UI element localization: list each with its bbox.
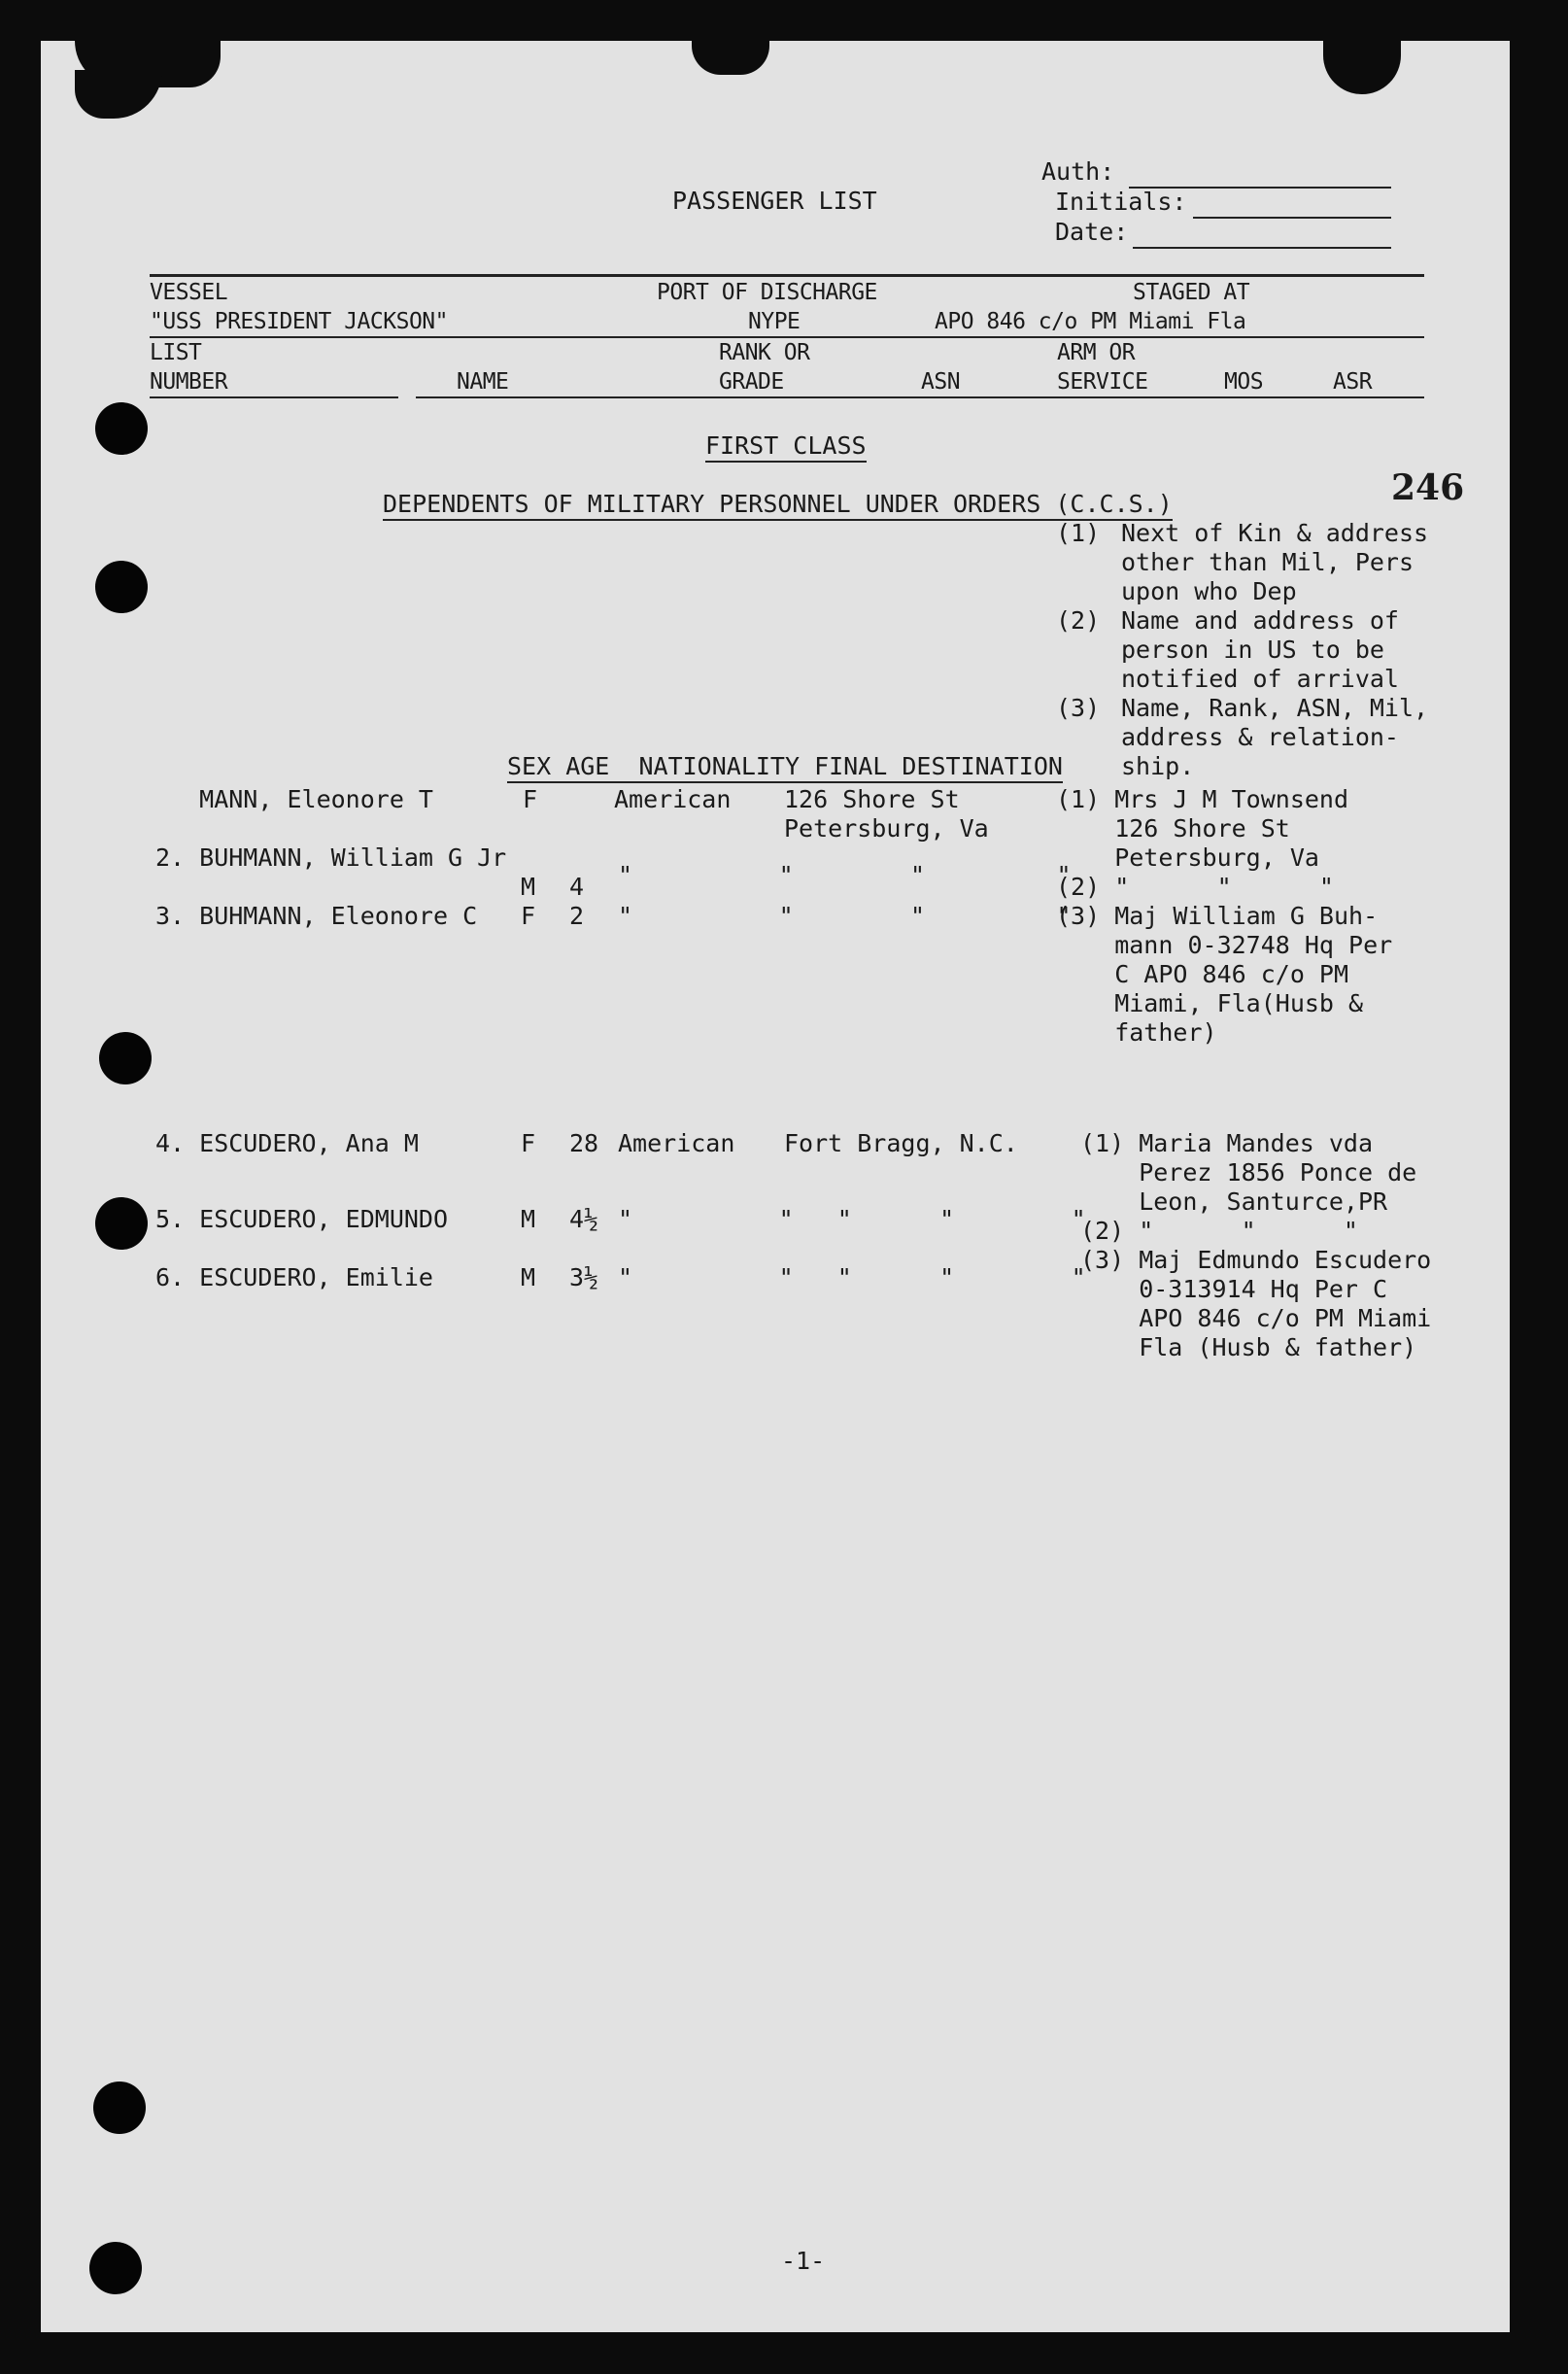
row-sex: M <box>521 873 536 901</box>
note2-line: notified of arrival <box>1121 665 1399 693</box>
header-rule-top <box>150 274 1424 277</box>
row-reference: (2) " " " <box>1056 873 1334 901</box>
row-reference: Miami, Fla(Husb & <box>1056 989 1364 1017</box>
col-arm-or: ARM OR <box>1057 340 1136 365</box>
page-title: PASSENGER LIST <box>672 187 877 215</box>
binder-hole <box>95 402 148 455</box>
row-reference: C APO 846 c/o PM <box>1056 960 1349 988</box>
class-title: FIRST CLASS <box>705 431 867 463</box>
staged-value: APO 846 c/o PM Miami Fla <box>935 309 1246 334</box>
row-reference: (1) Maria Mandes vda <box>1080 1129 1374 1157</box>
row-sex: F <box>523 785 538 813</box>
col-list: LIST <box>150 340 202 365</box>
row-reference: 0-313914 Hq Per C <box>1080 1275 1388 1303</box>
port-label: PORT OF DISCHARGE <box>657 280 877 305</box>
row-name: 4. ESCUDERO, Ana M <box>155 1129 419 1157</box>
row-name: 3. BUHMANN, Eleonore C <box>155 902 478 930</box>
binder-hole <box>99 1032 152 1084</box>
row-name: MANN, Eleonore T <box>155 785 433 813</box>
row-reference: Leon, Santurce,PR <box>1080 1187 1388 1216</box>
note3-line: address & relation- <box>1121 723 1399 751</box>
row-age: 28 <box>569 1129 599 1157</box>
row-ditto: " " " " " <box>618 1205 1086 1233</box>
note1-number: (1) <box>1056 519 1101 547</box>
row-reference: (2) " " " <box>1080 1217 1358 1245</box>
row-age: 3½ <box>569 1263 599 1291</box>
row-nationality: American <box>618 1129 735 1157</box>
col-rank-or: RANK OR <box>719 340 810 365</box>
row-name: 2. BUHMANN, William G Jr <box>155 843 507 872</box>
col-mos: MOS <box>1224 369 1264 395</box>
torn-edge <box>1323 41 1401 94</box>
row-reference: (3) Maj Edmundo Escudero <box>1080 1246 1432 1274</box>
row-reference: APO 846 c/o PM Miami <box>1080 1304 1432 1332</box>
row-age: 2 <box>569 902 585 930</box>
row-reference: Petersburg, Va <box>1056 843 1319 872</box>
date-label: Date: <box>1055 218 1129 246</box>
row-reference: (1) Mrs J M Townsend <box>1056 785 1349 813</box>
row-reference: father) <box>1056 1018 1217 1047</box>
note1-line: Next of Kin & address <box>1121 519 1429 547</box>
row-reference: Fla (Husb & father) <box>1080 1333 1417 1361</box>
row-ditto: " " " " " <box>618 1263 1086 1291</box>
note2-line: person in US to be <box>1121 636 1384 664</box>
row-sex: M <box>521 1205 536 1233</box>
staged-label: STAGED AT <box>1133 280 1250 305</box>
col-asn: ASN <box>921 369 961 395</box>
date-blank <box>1133 247 1391 249</box>
note1-line: upon who Dep <box>1121 577 1297 605</box>
header-rule-bottom <box>150 396 398 398</box>
note3-number: (3) <box>1056 694 1101 722</box>
col-service: SERVICE <box>1057 369 1148 395</box>
row-reference: Perez 1856 Ponce de <box>1080 1158 1417 1187</box>
binder-hole <box>93 2082 146 2134</box>
vessel-value: "USS PRESIDENT JACKSON" <box>150 309 448 334</box>
col-grade: GRADE <box>719 369 784 395</box>
page-number: -1- <box>781 2247 826 2275</box>
row-age: 4 <box>569 873 585 901</box>
note3-line: ship. <box>1121 752 1195 780</box>
note3-line: Name, Rank, ASN, Mil, <box>1121 694 1429 722</box>
note2-number: (2) <box>1056 606 1101 635</box>
auth-label: Auth: <box>1041 157 1115 186</box>
row-reference: mann 0-32748 Hq Per <box>1056 931 1393 959</box>
page-stamp: 246 <box>1391 467 1465 508</box>
col-number: NUMBER <box>150 369 228 395</box>
initials-label: Initials: <box>1055 188 1187 216</box>
row-ditto: " " " " <box>618 861 1072 889</box>
row-ditto: " " " " <box>618 902 1072 930</box>
dependents-title: DEPENDENTS OF MILITARY PERSONNEL UNDER ORDERS (C.C.S.) <box>383 490 1173 521</box>
torn-edge <box>692 41 769 75</box>
vessel-label: VESSEL <box>150 280 228 305</box>
row-name: 6. ESCUDERO, Emilie <box>155 1263 433 1291</box>
row-sex: F <box>521 902 536 930</box>
col-name: NAME <box>457 369 509 395</box>
note2-line: Name and address of <box>1121 606 1399 635</box>
binder-hole <box>95 561 148 613</box>
port-value: NYPE <box>748 309 801 334</box>
binder-hole <box>95 1197 148 1250</box>
header-rule-bottom <box>416 396 1424 398</box>
torn-edge <box>75 70 162 119</box>
row-sex: M <box>521 1263 536 1291</box>
sub-headers: SEX AGE NATIONALITY FINAL DESTINATION <box>507 752 1063 783</box>
row-destination: Petersburg, Va <box>784 814 989 843</box>
row-destination: Fort Bragg, N.C. <box>784 1129 1018 1157</box>
note1-line: other than Mil, Pers <box>1121 548 1415 576</box>
row-reference: (3) Maj William G Buh- <box>1056 902 1379 930</box>
binder-hole <box>89 2242 142 2294</box>
document-page <box>41 41 1510 2332</box>
col-asr: ASR <box>1333 369 1373 395</box>
row-nationality: American <box>614 785 732 813</box>
row-sex: F <box>521 1129 536 1157</box>
row-name: 5. ESCUDERO, EDMUNDO <box>155 1205 449 1233</box>
row-reference: 126 Shore St <box>1056 814 1290 843</box>
initials-blank <box>1193 217 1391 219</box>
row-destination: 126 Shore St <box>784 785 960 813</box>
row-age: 4½ <box>569 1205 599 1233</box>
